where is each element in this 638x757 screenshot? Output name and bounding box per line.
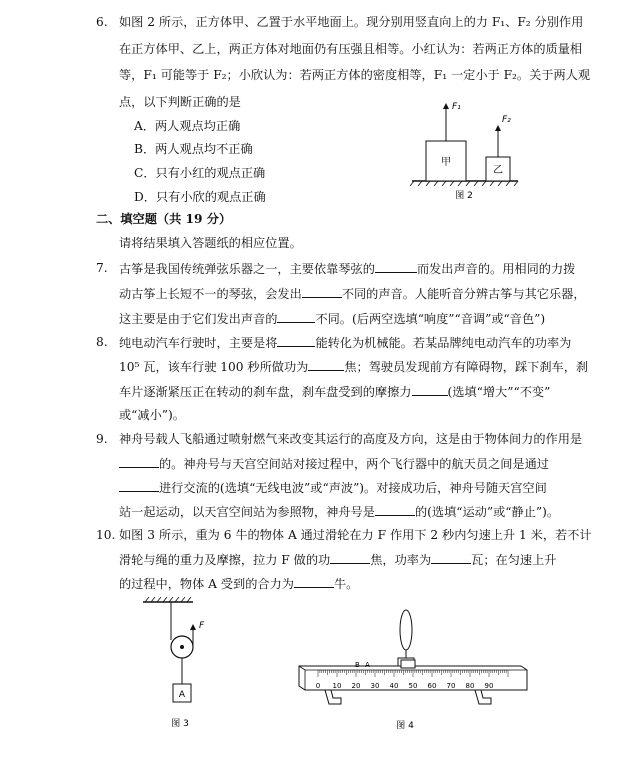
figure-3-caption: 图 3 <box>171 719 189 729</box>
support-left <box>325 690 341 704</box>
point-a-label: A <box>365 661 370 669</box>
q8-line-3 <box>119 383 550 400</box>
q9-line-3 <box>119 479 547 496</box>
q7-line-3 <box>119 310 545 327</box>
q6-option-d: D．只有小欣的观点正确 <box>134 190 266 204</box>
q10-line-3-a: 的过程中，物体 A 受到的合力为 <box>119 577 294 591</box>
force-f1-label: F₁ <box>452 102 461 112</box>
tick-label-30: 30 <box>370 682 380 690</box>
q8-blank-3[interactable] <box>412 383 448 396</box>
tick-label-70: 70 <box>446 682 456 690</box>
q6-option-b: B．两人观点均不正确 <box>134 142 253 156</box>
tick-label-60: 60 <box>427 682 437 690</box>
q7-line-1-a: 古筝是我国传统弹弦乐器之一，主要依靠琴弦的 <box>119 262 375 276</box>
q8-blank-2[interactable] <box>308 358 344 371</box>
q10-line-3-b: 牛。 <box>334 577 359 591</box>
q8-line-1-a: 纯电动汽车行驶时，主要是将 <box>119 336 278 350</box>
q9-blank-3[interactable] <box>375 503 415 516</box>
figure-2-caption: 图 2 <box>455 191 473 201</box>
q8-line-2-b: 焦；驾驶员发现前方有障碍物，踩下刹车，刹 <box>344 360 589 374</box>
block-a-label: A <box>178 690 186 700</box>
q8-line-3-b: (选填“增大”“不变” <box>447 385 551 399</box>
tick-label-50: 50 <box>408 682 418 690</box>
q6-line-1: 如图 2 所示，正方体甲、乙置于水平地面上。现分别用竖直向上的力 F₁、F₂ 分别作用 <box>119 15 584 29</box>
q9-line-3-b: 进行交流的(选填“无线电波”或“声波”)。对接成功后，神舟号随天宫空间 <box>159 481 547 495</box>
q7-blank-2[interactable] <box>302 285 342 298</box>
q8-line-1 <box>119 334 571 351</box>
q7-blank-1[interactable] <box>375 260 417 273</box>
tick-label-40: 40 <box>389 682 399 690</box>
q6-number: 6. <box>96 15 108 29</box>
cube-jia-label: 甲 <box>441 157 451 168</box>
tick-label-10: 10 <box>332 682 342 690</box>
q8-line-1-b: 能转化为机械能。若某品牌纯电动汽车的功率为 <box>315 336 572 350</box>
q9-line-2-b: 的。神舟号与天宫空间站对接过程中，两个飞行器中的航天员之间是通过 <box>159 457 549 471</box>
force-f2-label: F₂ <box>502 115 511 125</box>
q10-blank-2[interactable] <box>431 551 471 564</box>
q7-line-1 <box>119 260 575 277</box>
q6-line-4: 点，以下判断正确的是 <box>119 95 241 109</box>
q9-blank-1[interactable] <box>119 455 159 468</box>
figure-2 <box>400 95 530 205</box>
q6-option-c: C．只有小红的观点正确 <box>134 166 266 180</box>
tick-label-80: 80 <box>465 682 475 690</box>
q7-line-3-b: 不同。(后两空选填“响度”“音调”或“音色”) <box>315 312 546 326</box>
tick-label-90: 90 <box>484 682 494 690</box>
q8-line-3-a: 车片逐渐紧压正在转动的刹车盘，刹车盘受到的摩擦力 <box>119 385 412 399</box>
figure-4-caption: 图 4 <box>396 721 414 731</box>
q9-number: 9. <box>96 432 108 446</box>
q6-option-a: A．两人观点均正确 <box>134 119 241 133</box>
q10-number: 10. <box>96 528 116 542</box>
q10-line-2-c: 瓦；在匀速上升 <box>471 553 557 567</box>
q8-blank-1[interactable] <box>277 334 315 347</box>
hanging-weight-loop <box>400 610 412 650</box>
q10-blank-3[interactable] <box>294 575 334 588</box>
support-right <box>475 690 491 704</box>
q10-line-1: 如图 3 所示，重为 6 牛的物体 A 通过滑轮在力 F 作用下 2 秒内匀速上升 1 米，若不计 <box>119 528 592 542</box>
q9-line-4-a: 站一起运动，以天宫空间站为参照物，神舟号是 <box>119 505 375 519</box>
figure-4 <box>285 608 535 738</box>
q8-line-2 <box>119 358 588 375</box>
q6-line-2: 在正方体甲、乙上，两正方体对地面仍有压强且相等。小红认为：若两正方体的质量相 <box>119 42 583 56</box>
q9-line-4 <box>119 503 559 520</box>
q7-number: 7. <box>96 261 108 275</box>
point-b-label: B <box>355 661 360 669</box>
section-2-title: 二、填空题（共 19 分） <box>96 212 232 226</box>
q10-line-2-a: 滑轮与绳的重力及摩擦，拉力 F 做的功 <box>119 553 331 567</box>
q8-line-4: 或“减小”)。 <box>119 408 185 422</box>
q8-line-2-a: 10⁵ 瓦，该车行驶 100 秒所做功为 <box>119 360 309 374</box>
tick-label-20: 20 <box>351 682 361 690</box>
q7-blank-3[interactable] <box>277 310 315 323</box>
q7-line-2 <box>119 285 586 302</box>
q8-number: 8. <box>96 335 108 349</box>
force-f-label: F <box>199 621 205 631</box>
force-f1-arrowhead <box>443 103 449 109</box>
force-f-arrowhead <box>190 624 196 630</box>
q10-line-2-b: 焦，功率为 <box>370 553 432 567</box>
q7-line-2-a: 动古筝上长短不一的琴弦，会发出 <box>119 287 302 301</box>
slider-block <box>401 660 415 668</box>
q9-line-2 <box>119 455 549 472</box>
q7-line-2-b: 不同的声音。人能听音分辨古筝与其它乐器， <box>341 287 586 301</box>
q7-line-3-a: 这主要是由于它们发出声音的 <box>119 312 278 326</box>
force-f2-arrowhead <box>495 125 501 131</box>
figure-3 <box>135 592 215 742</box>
q7-line-1-b: 而发出声音的。用相同的力拨 <box>416 262 576 276</box>
cube-yi-label: 乙 <box>493 165 503 176</box>
q10-line-2 <box>119 551 556 568</box>
q9-blank-2[interactable] <box>119 479 159 492</box>
q10-blank-1[interactable] <box>330 551 370 564</box>
q9-line-4-b: 的(选填“运动”或“静止”)。 <box>414 505 560 519</box>
tick-label-0: 0 <box>315 682 321 690</box>
pulley-axle <box>180 645 184 649</box>
q10-line-3 <box>119 575 358 592</box>
q6-line-3: 等，F₁ 可能等于 F₂；小欣认为：若两正方体的密度相等，F₁ 一定小于 F₂。关于两人观 <box>119 68 591 82</box>
q9-line-1: 神舟号载人飞船通过喷射燃气来改变其运行的高度及方向，这是由于物体间力的作用是 <box>119 432 583 446</box>
section-2-instructions: 请将结果填入答题纸的相应位置。 <box>119 236 302 250</box>
